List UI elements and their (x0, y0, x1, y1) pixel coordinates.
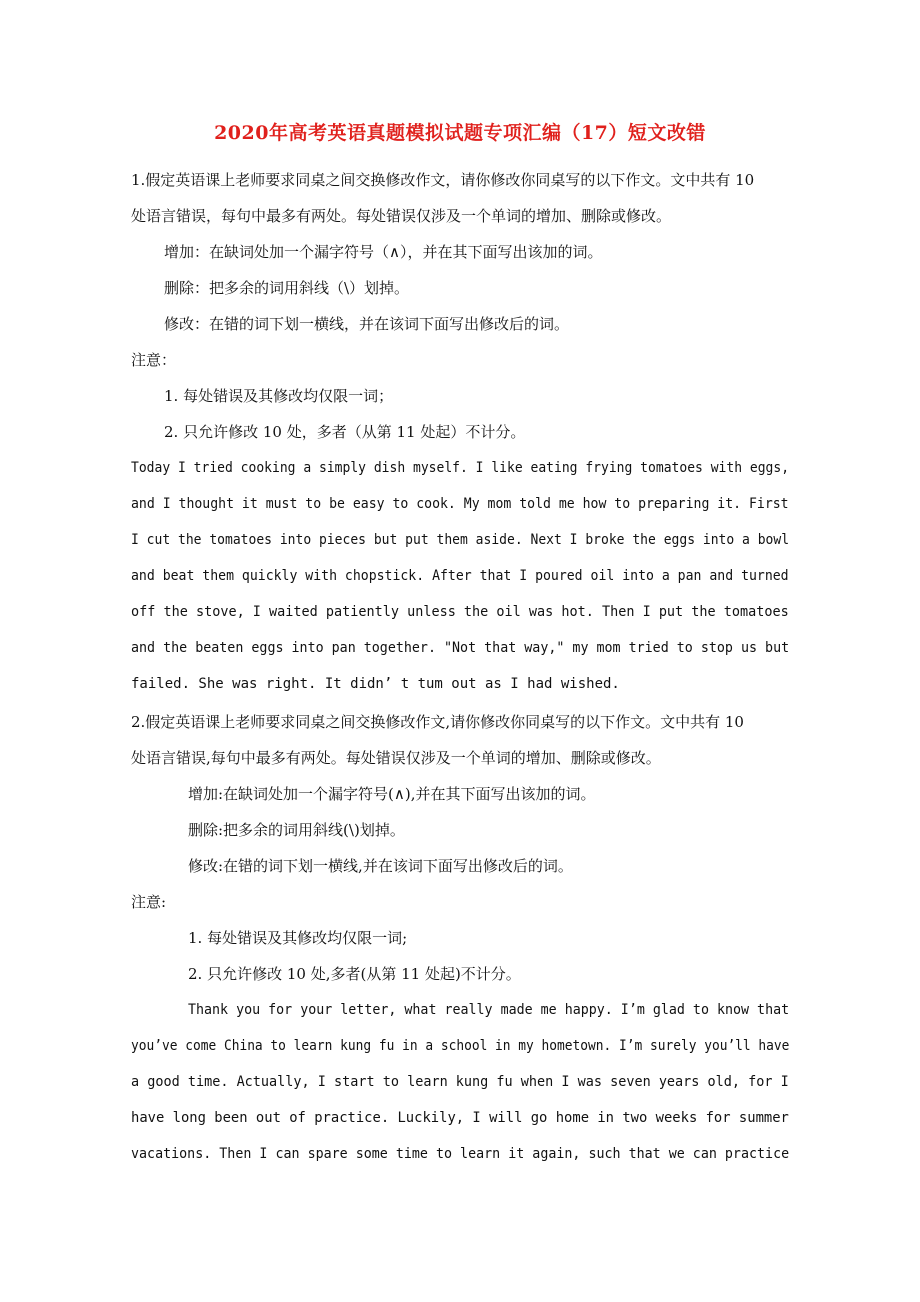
q2-note-label: 注意: (131, 893, 167, 911)
q1-passage-line: failed. She was right. It didn’ t tum out as I had wished. (131, 676, 620, 692)
q1-passage-line: and the beaten eggs into pan together. "Not that way," my mom tried to stop us but (131, 640, 790, 656)
q2-intro-line-1: 2.假定英语课上老师要求同桌之间交换修改作文,请你修改你同桌写的以下作文。文中共有 10 (131, 713, 744, 731)
q2-add-rule: 增加:在缺词处加一个漏字符号(∧),并在其下面写出该加的词。 (188, 785, 596, 803)
q1-note-label: 注意： (131, 351, 177, 369)
q2-modify-rule: 修改:在错的词下划一横线,并在该词下面写出修改后的词。 (188, 857, 573, 875)
q1-passage-line: I cut the tomatoes into pieces but put them aside. Next I broke the eggs into a bowl (131, 532, 790, 548)
q1-intro-line-1: 1.假定英语课上老师要求同桌之间交换修改作文，请你修改你同桌写的以下作文。文中共有 10 (131, 171, 755, 189)
q1-note-1: 1. 每处错误及其修改均仅限一词； (164, 387, 394, 405)
q2-passage-line: vacations. Then I can spare some time to learn it again, such that we can practice (131, 1146, 790, 1162)
q1-add-rule: 增加：在缺词处加一个漏字符号（∧），并在其下面写出该加的词。 (164, 243, 603, 261)
q2-note-1: 1. 每处错误及其修改均仅限一词; (188, 929, 408, 947)
q2-delete-rule: 删除:把多余的词用斜线(\)划掉。 (188, 821, 405, 839)
q2-note-2: 2. 只允许修改 10 处,多者(从第 11 处起)不计分。 (188, 965, 521, 983)
q1-delete-rule: 删除：把多余的词用斜线（\）划掉。 (164, 279, 410, 297)
document-title: 2020年高考英语真题模拟试题专项汇编（17）短文改错 (214, 122, 706, 144)
q1-intro-line-2: 处语言错误，每句中最多有两处。每处错误仅涉及一个单词的增加、删除或修改。 (131, 207, 672, 225)
q2-passage-line: have long been out of practice. Luckily, I will go home in two weeks for summer (131, 1110, 789, 1126)
q1-passage-line: off the stove, I waited patiently unless the oil was hot. Then I put the tomatoes (131, 604, 789, 620)
q1-note-2: 2. 只允许修改 10 处，多者（从第 11 处起）不计分。 (164, 423, 526, 441)
q2-passage-line: Thank you for your letter, what really made me happy. I’m glad to know that (188, 1002, 790, 1018)
q1-modify-rule: 修改：在错的词下划一横线，并在该词下面写出修改后的词。 (164, 315, 570, 333)
q1-passage-line: Today I tried cooking a simply dish myself. I like eating frying tomatoes with eggs, (131, 460, 790, 476)
q1-passage-line: and I thought it must to be easy to cook. My mom told me how to preparing it. First (131, 496, 789, 512)
q2-passage-line: a good time. Actually, I start to learn kung fu when I was seven years old, for I (131, 1074, 789, 1090)
q1-passage-line: and beat them quickly with chopstick. After that I poured oil into a pan and turned (131, 568, 789, 584)
q2-intro-line-2: 处语言错误,每句中最多有两处。每处错误仅涉及一个单词的增加、删除或修改。 (131, 749, 661, 767)
q2-passage-line: you’ve come China to learn kung fu in a school in my hometown. I’m surely you’ll have (131, 1038, 790, 1054)
